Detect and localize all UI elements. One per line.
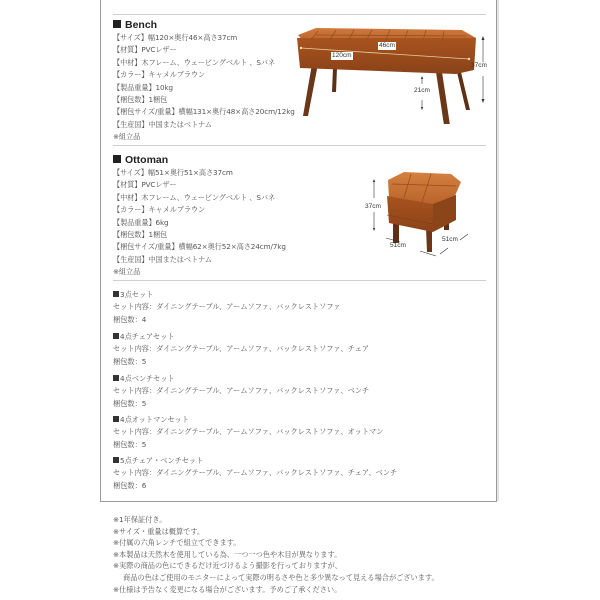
spec-line: 【中材】木フレーム、ウェービングベルト 、Sバネ xyxy=(113,192,276,202)
spec-line: 【材質】PVCレザー xyxy=(113,180,177,190)
square-bullet-icon xyxy=(113,333,119,339)
spec-line: 【カラー】キャメルブラウン xyxy=(113,70,206,80)
divider xyxy=(113,145,486,146)
note-line: ※1年保証付き。 xyxy=(113,515,167,524)
square-bullet-icon xyxy=(113,291,119,297)
spec-frame xyxy=(100,0,497,502)
bench-section xyxy=(113,19,295,144)
spec-line: 【生産国】中国またはベトナム xyxy=(113,254,212,264)
set-packages: 梱包数：6 xyxy=(113,480,147,490)
square-bullet-icon xyxy=(113,416,119,422)
set-item xyxy=(113,414,383,451)
spec-line: 【サイズ】幅120×奥行46×高さ37cm xyxy=(113,33,238,42)
spec-line: 【梱包数】1梱包 xyxy=(113,95,168,105)
set-contents: セット内容：ダイニングテーブル、アームソファ、バックレストソファ、チェア、ベンチ xyxy=(113,468,398,478)
spec-line: 【製品重量】10kg xyxy=(113,82,173,92)
note-line: 商品の色はご使用のモニターによって実際の明るさや色と多少異なって見える場合がございます。 xyxy=(123,572,439,582)
set-name: 5点チェア・ベンチセット xyxy=(120,456,204,465)
spec-line: 【材質】PVCレザー xyxy=(113,45,177,55)
set-contents: セット内容：ダイニングテーブル、アームソファ、バックレストソファ、チェア xyxy=(113,344,370,354)
set-packages: 梱包数：4 xyxy=(113,314,147,324)
bench-depth-label: 46cm xyxy=(379,42,395,49)
spec-line: 【カラー】キャメルブラウン xyxy=(113,205,206,215)
set-item xyxy=(113,373,369,410)
ottoman-title-text: Ottoman xyxy=(125,154,169,166)
spec-line: 【梱包サイズ/重量】横幅62×奥行52×高さ24cm/7kg xyxy=(113,242,286,252)
square-bullet-icon xyxy=(113,375,119,381)
bench-spec-list xyxy=(113,32,295,144)
set-item xyxy=(113,289,340,326)
spec-line: 【生産国】中国またはベトナム xyxy=(113,119,212,129)
set-name: 3点セット xyxy=(120,290,154,299)
bench-title-text: Bench xyxy=(125,19,158,31)
square-bullet-icon xyxy=(113,20,121,28)
set-name: 4点オットマンセット xyxy=(120,415,190,424)
spec-line: 【中材】木フレーム、ウェービングベルト 、Sバネ xyxy=(113,57,276,67)
note-line: ※実際の商品の色にできるだけ近づけるよう撮影を行っておりますが、 xyxy=(113,561,342,571)
square-bullet-icon xyxy=(113,457,119,463)
bench-image xyxy=(286,24,491,124)
bench-width-label: 120cm xyxy=(332,52,352,59)
spec-line: 【梱包サイズ/重量】横幅131×奥行48×高さ20cm/12kg xyxy=(113,107,295,117)
set-contents: セット内容：ダイニングテーブル、アームソファ、バックレストソファ、オットマン xyxy=(113,427,384,437)
bench-height-label: 37cm xyxy=(471,62,487,69)
bench-clearance-label: 21cm xyxy=(414,87,430,94)
ottoman-section xyxy=(113,154,286,279)
ottoman-spec-list xyxy=(113,167,286,279)
note-line: ※本製品は天然木を使用している為、一つ一つ色や木目が異なります。 xyxy=(113,549,342,559)
set-packages: 梱包数：5 xyxy=(113,398,147,408)
set-name: 4点ベンチセット xyxy=(120,374,175,383)
divider xyxy=(113,280,486,281)
spec-line: ※組立品 xyxy=(113,267,141,277)
set-packages: 梱包数：5 xyxy=(113,439,147,449)
set-contents: セット内容：ダイニングテーブル、アームソファ、バックレストソファ、ベンチ xyxy=(113,386,370,396)
notes-list xyxy=(113,514,439,595)
ottoman-title xyxy=(113,154,286,167)
ottoman-width-label: 51cm xyxy=(390,242,406,249)
set-packages: 梱包数：5 xyxy=(113,356,147,366)
spec-line: 【サイズ】幅51×奥行51×高さ37cm xyxy=(113,168,233,177)
set-contents: セット内容：ダイニングテーブル、アームソファ、バックレストソファ xyxy=(113,302,341,312)
spec-line: ※組立品 xyxy=(113,132,141,142)
ottoman-image xyxy=(356,168,476,263)
set-item xyxy=(113,331,369,368)
note-line: ※サイズ・重量は概算です。 xyxy=(113,526,205,536)
ottoman-depth-label: 51cm xyxy=(442,236,458,243)
note-line: ※付属の六角レンチで組立てできます。 xyxy=(113,538,241,548)
note-line: ※仕様は予告なく変更になる場合がございます。予めご了承ください。 xyxy=(113,584,342,594)
square-bullet-icon xyxy=(113,155,121,163)
ottoman-height-label: 37cm xyxy=(365,203,381,210)
spec-line: 【製品重量】6kg xyxy=(113,217,169,227)
spec-line: 【梱包数】1梱包 xyxy=(113,230,168,240)
divider xyxy=(113,14,486,15)
bench-title xyxy=(113,19,295,32)
set-name: 4点チェアセット xyxy=(120,332,175,341)
set-item xyxy=(113,455,397,492)
